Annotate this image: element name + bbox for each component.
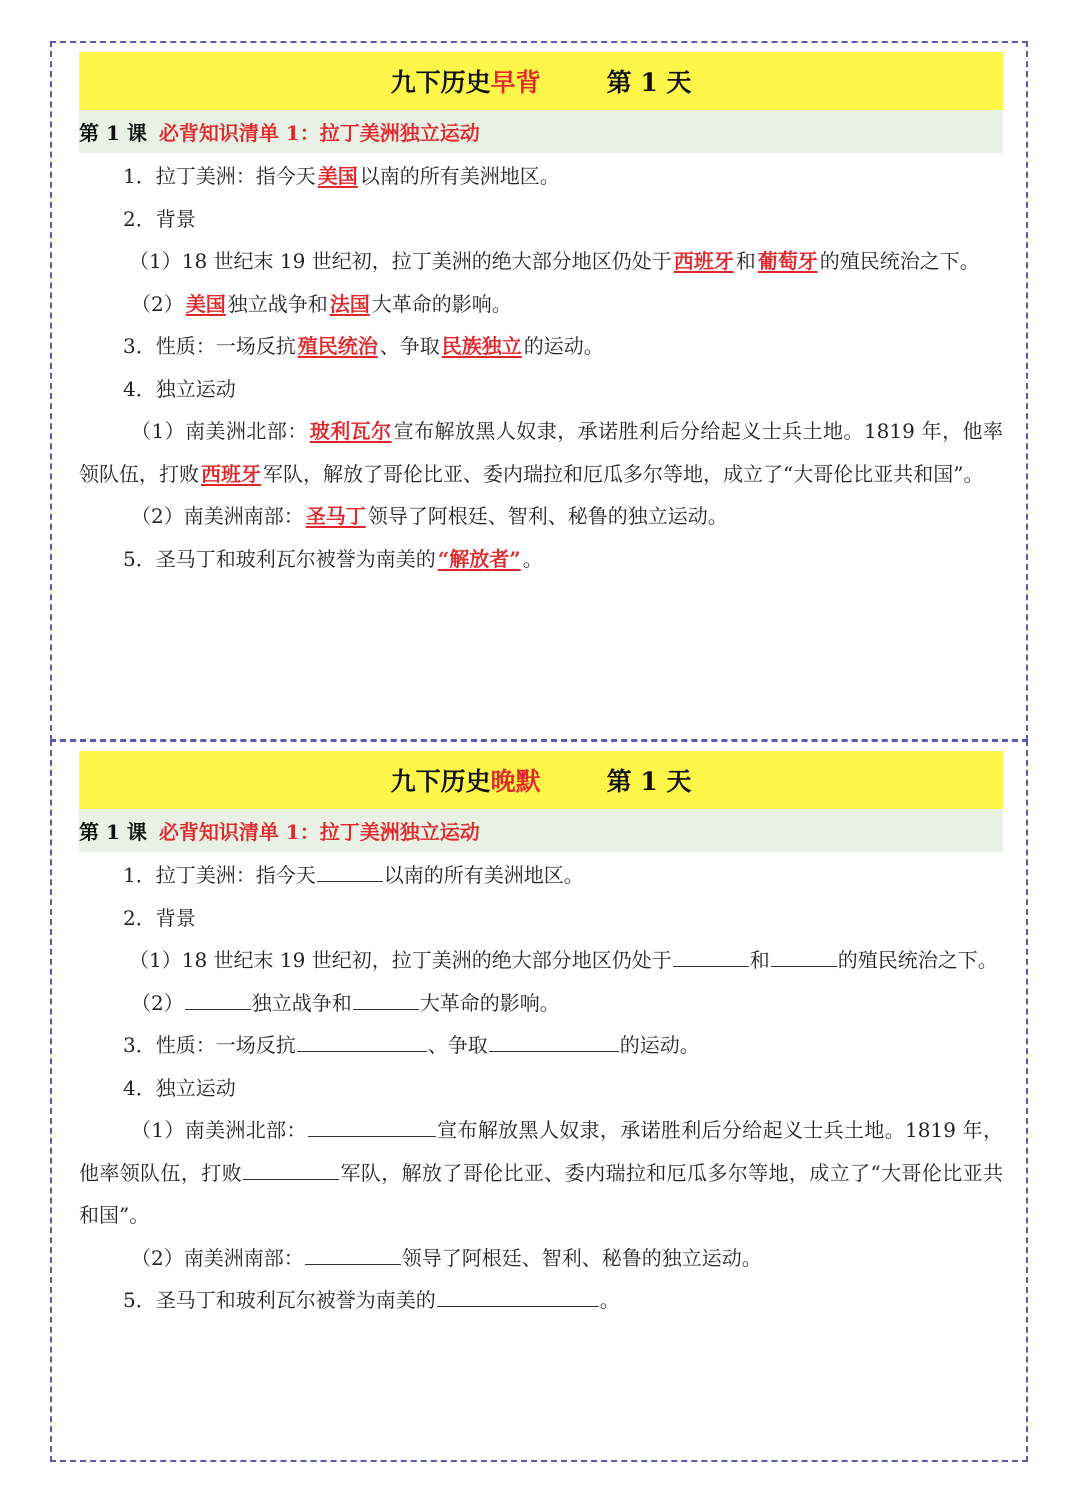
text: 。 [522, 546, 543, 571]
text: 1．拉丁美洲：指今天 [123, 164, 316, 188]
line-6: 4．独立运动 [123, 376, 236, 401]
text: 以南的所有美洲地区。 [383, 863, 584, 887]
text: 和 [749, 948, 770, 972]
title-prefix: 九下历史 [390, 767, 491, 796]
title-highlight: 早背 [490, 68, 541, 97]
text: 5．圣马丁和玻利瓦尔被誉为南美的 [123, 1288, 436, 1312]
text: 领导了阿根廷、智利、秘鲁的独立运动。 [401, 1245, 762, 1270]
text: （2） [131, 990, 184, 1015]
fill-blank[interactable] [297, 1029, 427, 1052]
line-1 [79, 854, 1003, 897]
text: 领导了阿根廷、智利、秘鲁的独立运动。 [367, 504, 728, 528]
text: （2）南美洲南部： [131, 504, 304, 528]
text: 、争取 [379, 334, 440, 358]
line-1 [79, 155, 1003, 198]
text: 独立战争和 [227, 291, 328, 316]
line-5 [79, 1024, 1003, 1067]
fill-blank[interactable] [317, 859, 383, 882]
text: 军队，解放了哥伦比亚、委内瑞拉和厄瓜多尔等地，成立了“大哥伦比亚共和国”。 [263, 461, 984, 486]
line-9 [79, 538, 1003, 581]
text: 5．圣马丁和玻利瓦尔被誉为南美的 [123, 546, 436, 571]
lesson-number: 第 1 课 [79, 820, 147, 844]
text: （1）南美洲北部： [131, 1118, 307, 1142]
fill-blank[interactable] [673, 944, 749, 967]
text: 以南的所有美洲地区。 [359, 164, 560, 188]
line-9 [79, 1279, 1003, 1322]
answer: 圣马丁 [305, 504, 366, 528]
answer: 美国 [317, 164, 358, 188]
text: 和 [735, 249, 756, 273]
text: （1）南美洲北部： [131, 419, 308, 443]
fill-blank[interactable] [243, 1157, 339, 1180]
answer: 西班牙 [201, 461, 261, 486]
fill-blank[interactable] [771, 944, 837, 967]
morning-body [79, 155, 1003, 580]
text: 的殖民统治之下。 [837, 948, 998, 972]
line-6: 4．独立运动 [123, 1075, 236, 1100]
line-7 [79, 1109, 1003, 1237]
text: （2）南美洲南部： [131, 1245, 304, 1270]
text: 宣布解放黑人奴隶，承诺胜利后分给起义士兵土地。1819 年，他率领队伍，打败 [79, 419, 1003, 486]
text: （1）18 世纪末 19 世纪初，拉丁美洲的绝大部分地区仍处于 [129, 249, 672, 273]
text: 大革命的影响。 [419, 990, 560, 1015]
text: （1）18 世纪末 19 世纪初，拉丁美洲的绝大部分地区仍处于 [129, 948, 672, 972]
answer: 美国 [185, 291, 226, 316]
morning-review-card [50, 41, 1028, 741]
line-5 [79, 325, 1003, 368]
evening-dictation-card [50, 740, 1028, 1462]
answer: 葡萄牙 [757, 249, 818, 273]
line-7 [79, 410, 1003, 495]
evening-lesson-bar [79, 809, 1003, 852]
line-4 [79, 982, 1003, 1025]
morning-title-bar [79, 52, 1003, 110]
answer: 西班牙 [673, 249, 734, 273]
fill-blank[interactable] [308, 1114, 436, 1137]
fill-blank[interactable] [489, 1029, 619, 1052]
fill-blank[interactable] [437, 1284, 599, 1307]
answer: 民族独立 [441, 334, 522, 358]
lesson-number: 第 1 课 [79, 121, 147, 145]
fill-blank[interactable] [353, 987, 419, 1010]
text: 独立战争和 [251, 990, 352, 1015]
answer: “解放者” [437, 546, 521, 571]
morning-lesson-bar [79, 110, 1003, 153]
text: 的运动。 [619, 1033, 700, 1057]
day-label: 第 1 天 [606, 68, 692, 97]
title-prefix: 九下历史 [390, 68, 491, 97]
text: 的运动。 [523, 334, 604, 358]
evening-title-bar [79, 751, 1003, 809]
text: （2） [131, 291, 184, 316]
answer: 法国 [329, 291, 370, 316]
fill-blank[interactable] [305, 1242, 401, 1265]
text: 军队，解放了哥伦比亚、委内瑞拉和厄瓜多尔等地，成立了“大哥伦比亚共和国”。 [79, 1160, 1003, 1227]
text: 大革命的影响。 [371, 291, 512, 316]
line-4 [79, 283, 1003, 326]
day-label: 第 1 天 [606, 767, 692, 796]
text: 宣布解放黑人奴隶，承诺胜利后分给起义士兵土地。1819 年，他率领队伍，打败 [79, 1118, 1003, 1185]
text: 3．性质：一场反抗 [123, 1033, 296, 1057]
text: 。 [599, 1288, 620, 1312]
lesson-title: 必背知识清单 1：拉丁美洲独立运动 [158, 121, 480, 145]
lesson-title: 必背知识清单 1：拉丁美洲独立运动 [158, 820, 480, 844]
line-2: 2．背景 [123, 905, 196, 930]
line-8 [79, 1237, 1003, 1280]
text: 的殖民统治之下。 [819, 249, 980, 273]
answer: 殖民统治 [297, 334, 378, 358]
text: 、争取 [427, 1033, 488, 1057]
line-3 [79, 240, 1003, 283]
title-highlight: 晚默 [490, 767, 541, 796]
text: 1．拉丁美洲：指今天 [123, 863, 316, 887]
evening-body [79, 854, 1003, 1322]
answer: 玻利瓦尔 [309, 419, 392, 443]
line-3 [79, 939, 1003, 982]
line-8 [79, 495, 1003, 538]
line-2: 2．背景 [123, 206, 196, 231]
fill-blank[interactable] [185, 987, 251, 1010]
text: 3．性质：一场反抗 [123, 334, 296, 358]
